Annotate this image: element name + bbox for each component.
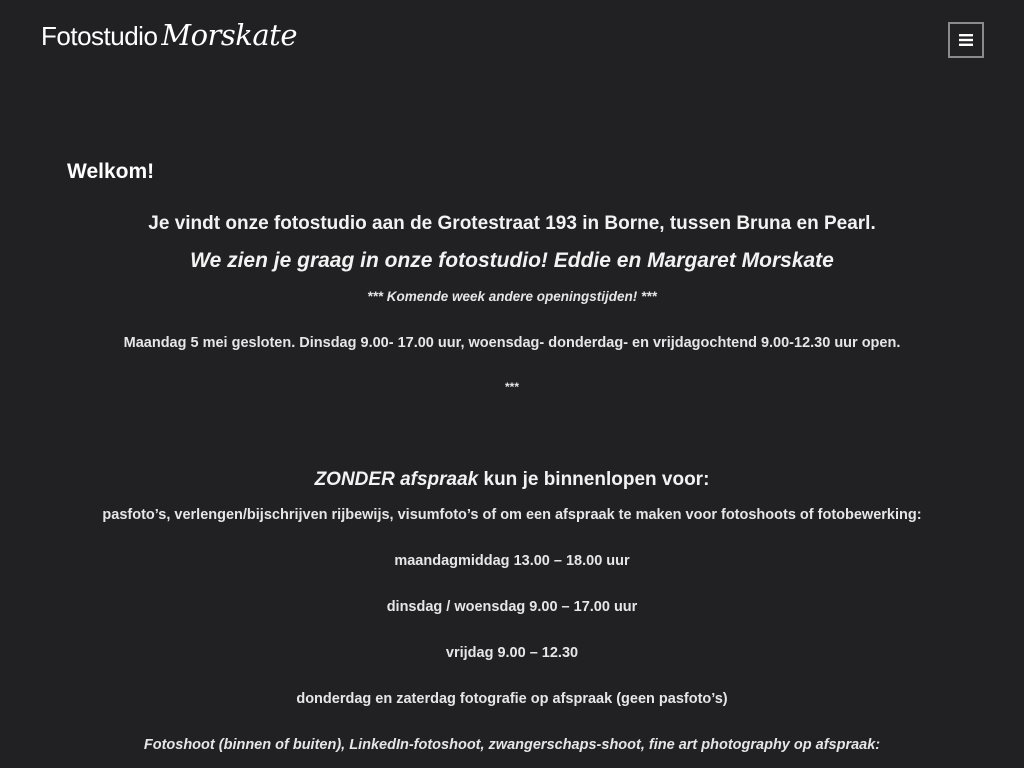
logo-main-text: Fotostudio (41, 21, 158, 51)
hours-item-thu-sat: donderdag en zaterdag fotografie op afspraak (geen pasfoto’s) (296, 691, 728, 707)
walkin-emphasis: ZONDER afspraak (314, 469, 479, 490)
menu-button[interactable] (948, 22, 984, 58)
hours-item-tue-wed: dinsdag / woensdag 9.00 – 17.00 uur (386, 599, 638, 615)
services-text: pasfoto’s, verlengen/bijschrijven rijbewijs, visumfoto’s of om een afspraak te maken voor fotoshoots of fotobewerking: (102, 507, 922, 523)
hamburger-menu-icon (959, 34, 973, 46)
site-logo[interactable] (41, 18, 297, 58)
welcome-heading: Welkom! (67, 160, 155, 183)
opening-hours-notice: *** Komende week andere openingstijden! *** (367, 289, 657, 304)
hours-item-friday: vrijdag 9.00 – 12.30 (445, 645, 579, 661)
separator-stars: *** (504, 380, 519, 394)
walkin-rest: kun je binnenlopen voor: (478, 469, 710, 490)
hours-item-monday: maandagmiddag 13.00 – 18.00 uur (394, 553, 630, 569)
logo-script-text: Morskate (161, 18, 297, 52)
welcome-line: We zien je graag in onze fotostudio! Eddie en Margaret Morskate (190, 249, 834, 272)
walkin-heading (0, 469, 1024, 491)
adjusted-hours-text: Maandag 5 mei gesloten. Dinsdag 9.00- 17.00 uur, woensdag- donderdag- en vrijdagochtend 9.00-12.30 uur open. (123, 335, 901, 351)
site-header (0, 0, 1024, 80)
address-text: Je vindt onze fotostudio aan de Grotestraat 193 in Borne, tussen Bruna en Pearl. (148, 213, 876, 234)
shoots-text: Fotoshoot (binnen of buiten), LinkedIn-fotoshoot, zwangerschaps-shoot, fine art photography op afspraak: (143, 737, 881, 753)
